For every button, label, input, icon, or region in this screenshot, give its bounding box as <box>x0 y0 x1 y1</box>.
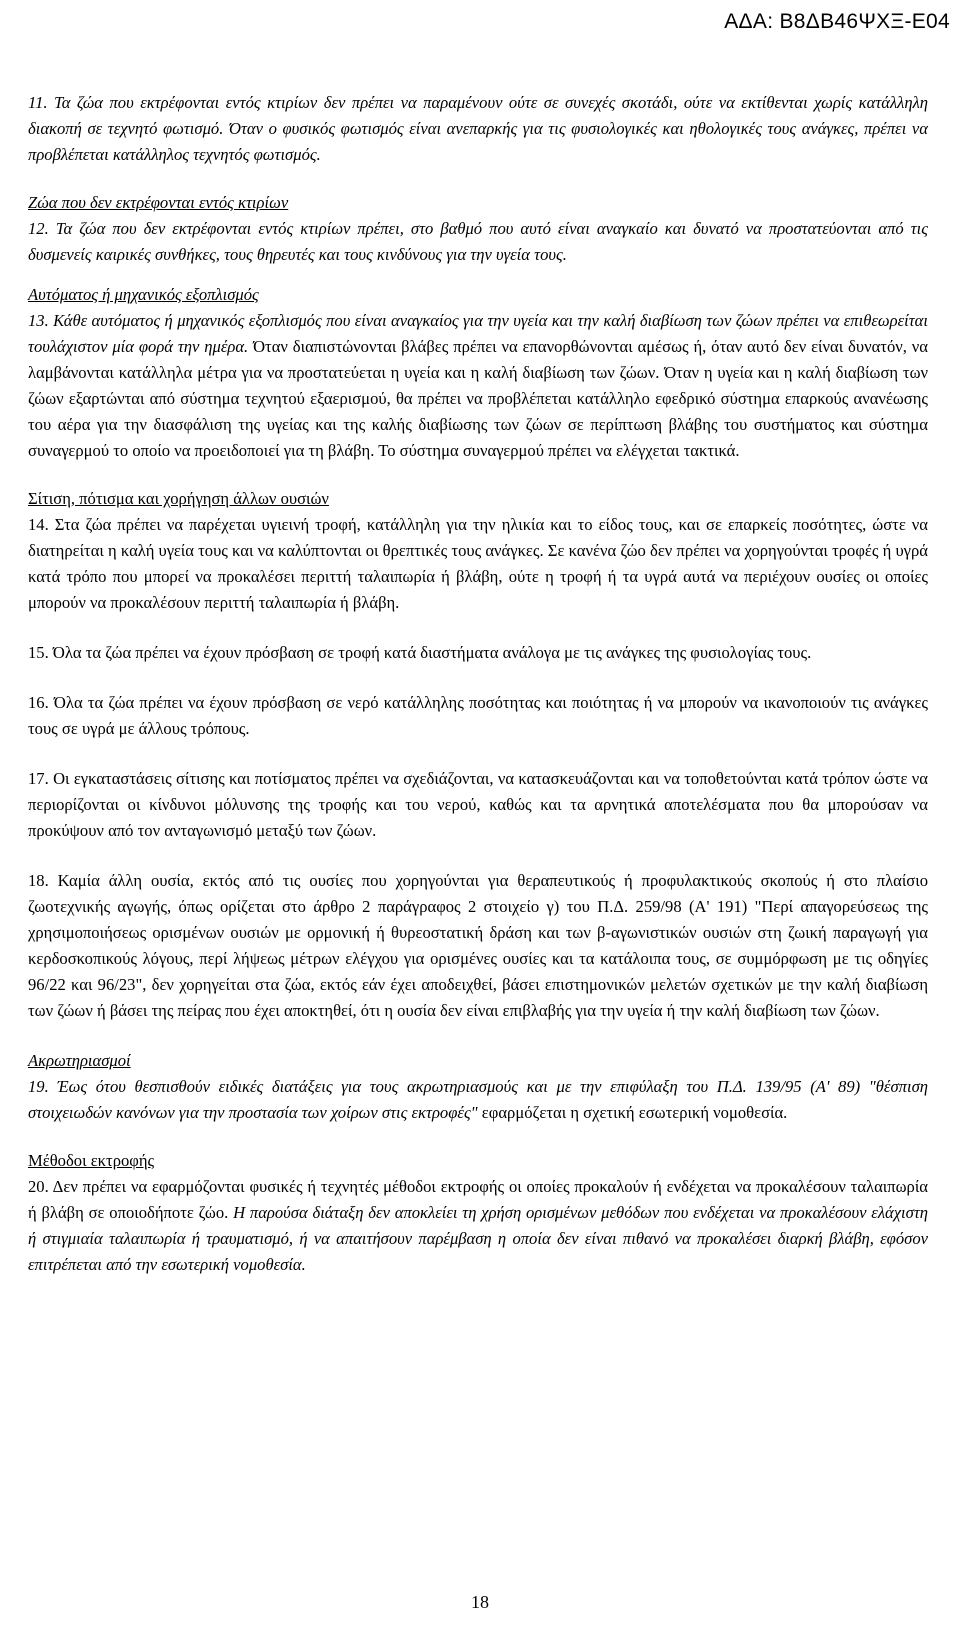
paragraph-19-roman: εφαρμόζεται η σχετική εσωτερική νομοθεσία. <box>477 1103 788 1122</box>
page-number: 18 <box>471 1592 489 1612</box>
heading-feeding: Σίτιση, πότισμα και χορήγηση άλλων ουσιών <box>28 489 329 508</box>
document-body <box>28 90 928 1278</box>
paragraph-13-roman: Όταν διαπιστώνονται βλάβες πρέπει να επανορθώνονται αμέσως ή, όταν αυτό δεν είναι δυνατόν, να λαμβάνονται κατάλληλα μέτρα για να προστατεύεται η υγεία και η καλή διαβίωση των ζώων. Όταν η υγεία και η καλή διαβίωση των ζώων εξαρτώνται από σύστημα τεχνητού εξαερισμού, θα πρέπει να προβλέπεται κατάλληλο εφεδρικό σύστημα επαρκούς ανανέωσης του αέρα για την διασφάλιση της υγείας και της καλής διαβίωσης των ζώων σε περίπτωση βλάβης του συστήματος και σύστημα συναγερμού το οποίο να προειδοποιεί για τη βλάβη. Το σύστημα συναγερμού πρέπει να ελέγχεται τακτικά. <box>28 337 928 460</box>
paragraph-17: 17. Οι εγκαταστάσεις σίτισης και ποτίσματος πρέπει να σχεδιάζονται, να κατασκευάζονται και να τοποθετούνται κατά τρόπον ώστε να περιορίζονται οι κίνδυνοι μόλυνσης της τροφής και του νερού, καθώς και τα αρνητικά αποτελέσματα που θα μπορούσαν να προκύψουν από τον ανταγωνισμό μεταξύ των ζώων. <box>28 769 928 840</box>
paragraph-13-italic: 13. Κάθε αυτόματος ή μηχανικός εξοπλισμός που είναι αναγκαίος για την υγεία και την καλή διαβίωση των ζώων πρέπει να επιθεωρείται τουλάχιστον μία φορά την ημέρα. <box>28 311 928 356</box>
paragraph-20-roman: 20. Δεν πρέπει να εφαρμόζονται φυσικές ή τεχνητές μέθοδοι εκτροφής οι οποίες προκαλούν ή ενδέχεται να προκαλέσουν ταλαιπωρία ή βλάβη σε οποιοδήποτε ζώο. <box>28 1177 928 1222</box>
paragraph-19-italic: 19. Έως ότου θεσπισθούν ειδικές διατάξεις για τους ακρωτηριασμούς και με την επιφύλαξη του Π.Δ. 139/95 (Α' 89) "θέσπιση στοιχειωδών κανόνων για την προστασία των χοίρων στις εκτροφές" <box>28 1077 928 1122</box>
paragraph-15: 15. Όλα τα ζώα πρέπει να έχουν πρόσβαση σε τροφή κατά διαστήματα ανάλογα με τις ανάγκες της φυσιολογίας τους. <box>28 643 812 662</box>
paragraph-12: 12. Τα ζώα που δεν εκτρέφονται εντός κτιρίων πρέπει, στο βαθμό που αυτό είναι αναγκαίο και δυνατό να προστατεύονται από τις δυσμενείς καιρικές συνθήκες, τους θηρευτές και τους κινδύνους για την υγεία τους. <box>28 219 928 264</box>
paragraph-13 <box>28 308 928 464</box>
ada-code: ΑΔΑ: Β8ΔΒ46ΨΧΞ-Ε04 <box>724 10 950 33</box>
heading-equipment: Αυτόματος ή μηχανικός εξοπλισμός <box>28 285 259 304</box>
heading-methods: Μέθοδοι εκτροφής <box>28 1151 155 1170</box>
heading-outdoor-animals: Ζώα που δεν εκτρέφονται εντός κτιρίων <box>28 193 289 212</box>
paragraph-20 <box>28 1174 928 1278</box>
paragraph-19 <box>28 1074 928 1126</box>
heading-mutilations: Ακρωτηριασμοί <box>28 1051 131 1070</box>
paragraph-16: 16. Όλα τα ζώα πρέπει να έχουν πρόσβαση σε νερό κατάλληλης ποσότητας και ποιότητας ή να μπορούν να ικανοποιούν τις ανάγκες τους σε υγρά με άλλους τρόπους. <box>28 693 928 738</box>
paragraph-11: 11. Τα ζώα που εκτρέφονται εντός κτιρίων δεν πρέπει να παραμένουν ούτε σε συνεχές σκοτάδι, ούτε να εκτίθενται χωρίς κατάλληλη διακοπή σε τεχνητό φωτισμό. Όταν ο φυσικός φωτισμός είναι ανεπαρκής για τις φυσιολογικές και ηθολογικές τους ανάγκες, πρέπει να προβλέπεται κατάλληλος τεχνητός φωτισμός. <box>28 93 928 164</box>
paragraph-14: 14. Στα ζώα πρέπει να παρέχεται υγιεινή τροφή, κατάλληλη για την ηλικία και το είδος τους, και σε επαρκείς ποσότητες, ώστε να διατηρείται η καλή υγεία τους και να καλύπτονται οι θρεπτικές τους ανάγκες. Σε κανένα ζώο δεν πρέπει να χορηγούνται τροφές ή υγρά κατά τρόπο που μπορεί να προκαλέσει περιττή ταλαιπωρία ή βλάβη, ούτε η τροφή ή τα υγρά αυτά να περιέχουν ουσίες οι οποίες μπορούν να προκαλέσουν περιττή ταλαιπωρία ή βλάβη. <box>28 515 928 612</box>
paragraph-20-italic: Η παρούσα διάταξη δεν αποκλείει τη χρήση ορισμένων μεθόδων που ενδέχεται να προκαλέσουν ελάχιστη ή στιγμιαία ταλαιπωρία ή τραυματισμό, ή να απαιτήσουν παρέμβαση η οποία δεν είναι πιθανό να προκαλέσει διαρκή βλάβη, εφόσον επιτρέπεται από την εσωτερική νομοθεσία. <box>28 1203 928 1274</box>
paragraph-18: 18. Καμία άλλη ουσία, εκτός από τις ουσίες που χορηγούνται για θεραπευτικούς ή προφυλακτικούς σκοπούς ή στο πλαίσιο ζωοτεχνικής αγωγής, όπως ορίζεται στο άρθρο 2 παράγραφος 2 στοιχείο γ) του Π.Δ. 259/98 (Α' 191) "Περί απαγορεύσεως της χρησιμοποιήσεως ορισμένων ουσιών με ορμονική ή θυρεοστατική δράση και των β-αγωνιστικών ουσιών στη ζωική παραγωγή για κερδοσκοπικούς λόγους, περί λήψεως μέτρων ελέγχου για ορισμένες ουσίες και τα κατάλοιπα τους, σε συμμόρφωση με τις οδηγίες 96/22 και 96/23", δεν χορηγείται στα ζώα, εκτός εάν έχει αποδειχθεί, βάσει επιστημονικών μελετών σχετικών με την καλή διαβίωση των ζώων ή βάσει της πείρας που έχει αποκτηθεί, ότι η ουσία δεν είναι επιβλαβής για την υγεία ή την καλή διαβίωση των ζώων. <box>28 871 928 1020</box>
